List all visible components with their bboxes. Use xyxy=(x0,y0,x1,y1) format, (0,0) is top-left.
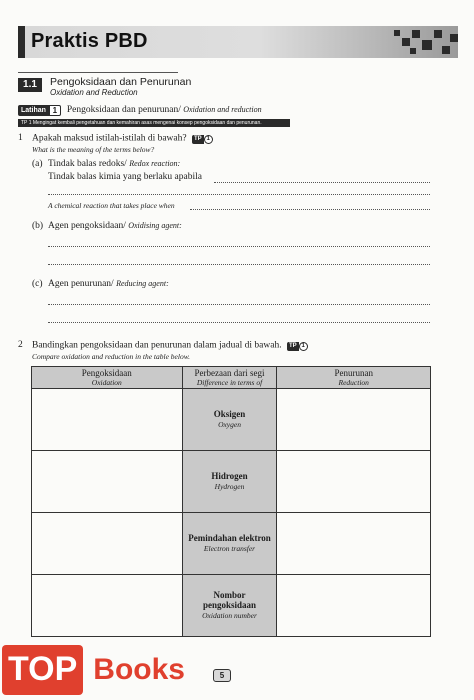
q1b-label: (b) xyxy=(32,221,44,231)
q1a-label: (a) xyxy=(32,159,43,169)
q2-text-en: Compare oxidation and reduction in the table below. xyxy=(32,352,191,361)
tp-description-bar: TP 1 Mengingat kembali pengetahuan dan kemahiran asas mengenai konsep pengoksidaan dan penurunan. xyxy=(18,119,290,127)
page-title: Praktis PBD xyxy=(31,30,148,52)
page-header-band xyxy=(18,26,458,58)
section-subtitle: Oxidation and Reduction xyxy=(50,88,138,97)
topbooks-watermark-logo xyxy=(2,642,185,698)
reduction-answer-cell[interactable] xyxy=(277,513,431,575)
answer-line[interactable] xyxy=(48,322,430,323)
exercise-heading xyxy=(18,104,262,116)
tp-level-badge: TP 1 xyxy=(287,340,308,351)
table-row xyxy=(32,575,431,637)
exercise-title: Pengoksidaan dan penurunan/ Oxidation and reduction xyxy=(66,105,262,115)
difference-label-cell: Pemindahan elektron Electron transfer xyxy=(182,513,277,575)
table-row xyxy=(32,513,431,575)
answer-line[interactable] xyxy=(48,264,430,265)
section-number: 1.1 xyxy=(18,78,42,92)
oxidation-answer-cell[interactable] xyxy=(32,513,183,575)
q1a-answer-prompt: Tindak balas kimia yang berlaku apabila xyxy=(48,172,202,182)
table-header-cell: Perbezaan dari segi Difference in terms of xyxy=(182,367,277,389)
q1c-text: Agen penurunan/ Reducing agent: xyxy=(48,279,169,289)
q2-number: 2 xyxy=(18,340,23,350)
answer-line[interactable] xyxy=(48,246,430,247)
answer-line[interactable] xyxy=(48,194,430,195)
oxidation-answer-cell[interactable] xyxy=(32,451,183,513)
oxidation-answer-cell[interactable] xyxy=(32,575,183,637)
q1b-text: Agen pengoksidaan/ Oxidising agent: xyxy=(48,221,182,231)
reduction-answer-cell[interactable] xyxy=(277,389,431,451)
comparison-table xyxy=(31,366,431,637)
reduction-answer-cell[interactable] xyxy=(277,575,431,637)
section-title: Pengoksidaan dan Penurunan xyxy=(50,76,192,88)
reduction-answer-cell[interactable] xyxy=(277,451,431,513)
page-number: 5 xyxy=(213,669,231,682)
section-rule xyxy=(18,72,178,73)
oxidation-answer-cell[interactable] xyxy=(32,389,183,451)
q1-text: Apakah maksud istilah-istilah di bawah? TP 1 xyxy=(32,133,213,144)
answer-line[interactable] xyxy=(48,304,430,305)
table-row xyxy=(32,451,431,513)
difference-label-cell: Nombor pengoksidaan Oxidation number xyxy=(182,575,277,637)
answer-line[interactable] xyxy=(214,182,430,183)
table-header-cell: Penurunan Reduction xyxy=(277,367,431,389)
q1-number: 1 xyxy=(18,133,23,143)
header-accent-bar xyxy=(18,26,25,58)
q1-text-en: What is the meaning of the terms below? xyxy=(32,145,155,154)
pixel-decoration-icon xyxy=(380,26,458,58)
tp-level-badge: TP 1 xyxy=(192,133,213,144)
q1a-text: Tindak balas redoks/ Redox reaction: xyxy=(48,159,181,169)
q2-text: Bandingkan pengoksidaan dan penurunan dalam jadual di bawah. TP 1 xyxy=(32,340,308,351)
q1a-answer-prompt-en: A chemical reaction that takes place when xyxy=(48,201,175,210)
table-header-row xyxy=(32,367,431,389)
q1c-label: (c) xyxy=(32,279,43,289)
table-header-cell: Pengoksidaan Oxidation xyxy=(32,367,183,389)
difference-label-cell: Hidrogen Hydrogen xyxy=(182,451,277,513)
exercise-number: 1 xyxy=(49,105,61,116)
exercise-badge: Latihan xyxy=(18,105,49,116)
answer-line[interactable] xyxy=(190,209,430,210)
watermark-books: Books xyxy=(93,653,185,686)
watermark-top: TOP xyxy=(2,645,83,695)
difference-label-cell: Oksigen Oxygen xyxy=(182,389,277,451)
table-row xyxy=(32,389,431,451)
